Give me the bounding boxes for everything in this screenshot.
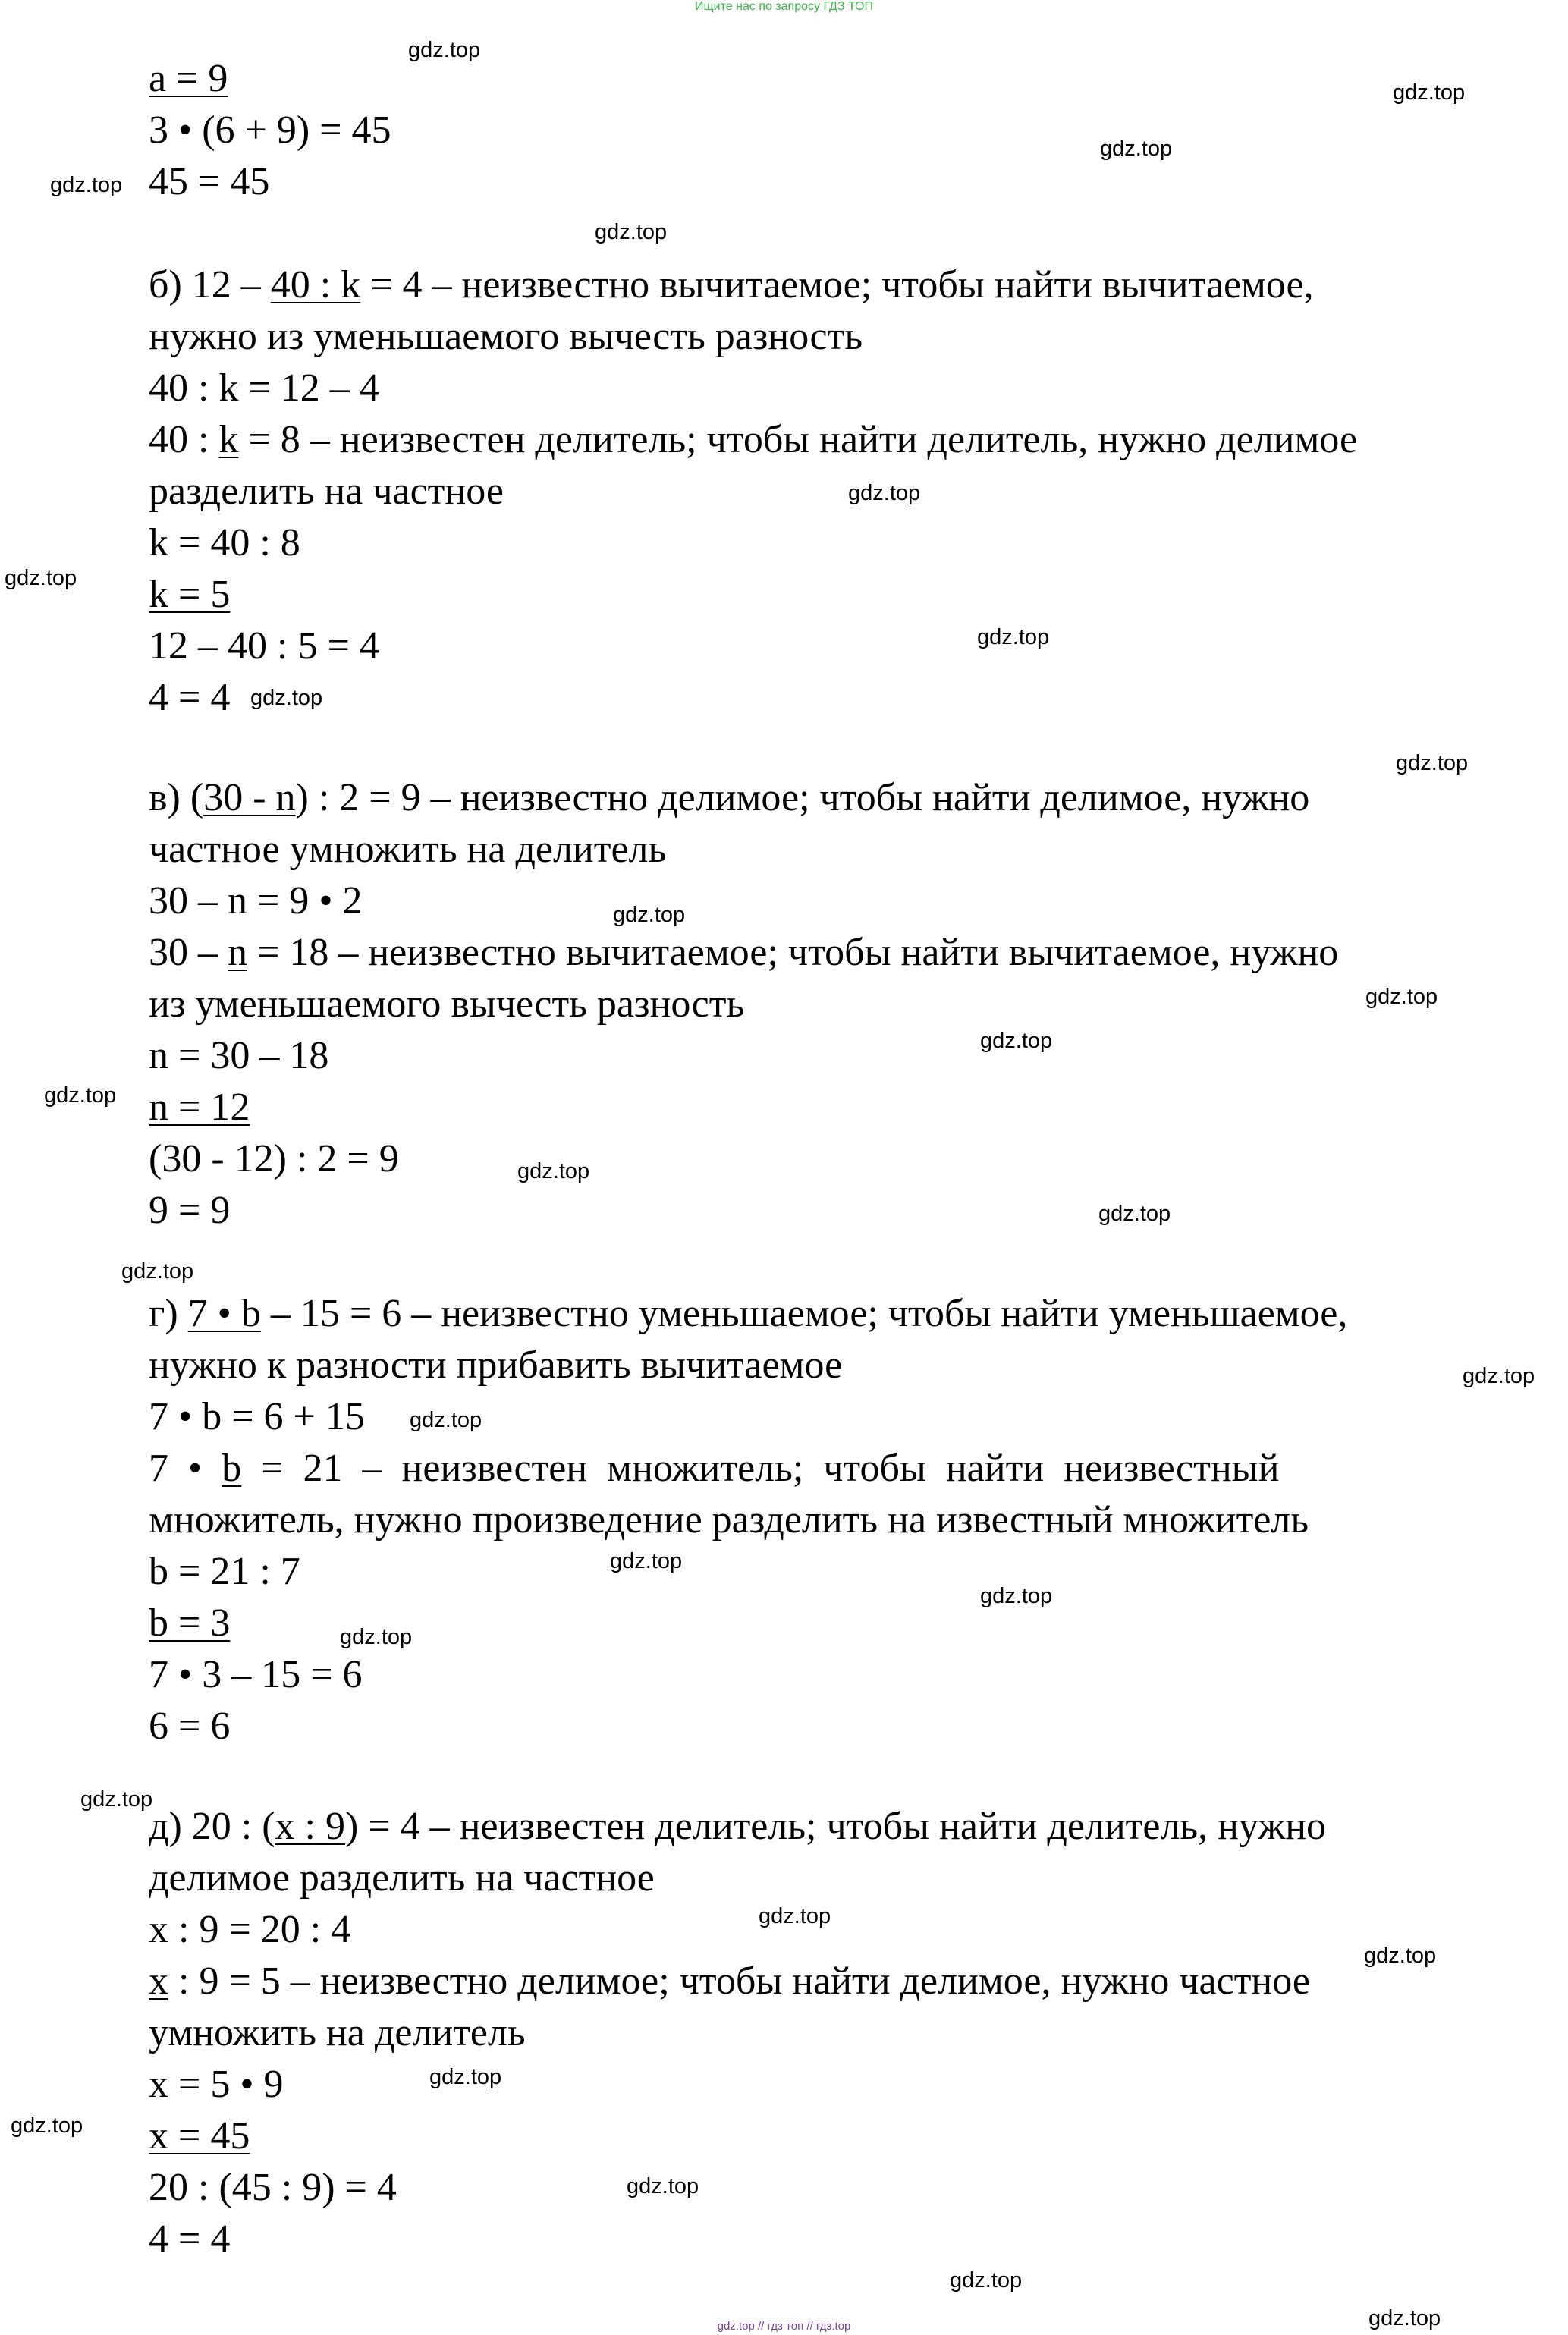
rule-v: ) : 2 = 9 – неизвестно делимое; чтобы найти делимое, нужно — [295, 776, 1310, 819]
step-g-2-rule: = 21 – неизвестен множитель; чтобы найти неизвестный — [241, 1447, 1280, 1490]
watermark: gdz.top — [50, 173, 123, 197]
check-result-g: 6 = 6 — [149, 1705, 231, 1748]
step-g-2 — [149, 1446, 1279, 1491]
step-d-2 — [149, 1959, 1310, 2004]
step-g-2-unknown: b — [222, 1447, 242, 1490]
unknown-v: 30 - n — [203, 776, 296, 819]
equation-g — [149, 1291, 1347, 1337]
answer-d: x = 45 — [149, 2114, 250, 2157]
check-b: 12 – 40 : 5 = 4 — [149, 624, 379, 668]
rule-d-cont: делимое разделить на частное — [149, 1856, 655, 1900]
step-v-2-rule: = 18 – неизвестно вычитаемое; чтобы найти вычитаемое, нужно — [247, 931, 1339, 974]
watermark: gdz.top — [1396, 751, 1469, 775]
watermark: gdz.top — [848, 481, 921, 505]
check-result-d: 4 = 4 — [149, 2217, 231, 2261]
answer-b: k = 5 — [149, 573, 231, 616]
step-b-2-left: 40 : — [149, 418, 219, 461]
rule-b: = 4 – неизвестно вычитаемое; чтобы найти вычитаемое, — [360, 263, 1314, 306]
watermark: gdz.top — [80, 1787, 153, 1812]
check-result-a: 45 = 45 — [149, 160, 270, 203]
step-g-3: b = 21 : 7 — [149, 1550, 300, 1593]
watermark: gdz.top — [121, 1259, 194, 1284]
watermark: gdz.top — [977, 625, 1050, 649]
rule-g-cont: нужно к разности прибавить вычитаемое — [149, 1343, 843, 1387]
equation-v — [149, 775, 1309, 821]
watermark: gdz.top — [950, 2268, 1023, 2293]
watermark: gdz.top — [408, 38, 481, 62]
label-b: б) 12 – — [149, 263, 271, 306]
answer-g: b = 3 — [149, 1601, 231, 1645]
step-v-2-unknown: n — [228, 931, 247, 974]
step-g-2-cont: множитель, нужно произведение разделить на известный множитель — [149, 1498, 1309, 1541]
watermark: gdz.top — [11, 2113, 83, 2138]
rule-b-cont: нужно из уменьшаемого вычесть разность — [149, 315, 863, 358]
step-v-2-cont: из уменьшаемого вычесть разность — [149, 982, 745, 1026]
unknown-d: x : 9 — [275, 1805, 345, 1848]
check-a: 3 • (6 + 9) = 45 — [149, 108, 391, 152]
answer-v: n = 12 — [149, 1086, 250, 1129]
watermark: gdz.top — [340, 1625, 413, 1649]
watermark: gdz.top — [429, 2065, 502, 2089]
watermark: gdz.top — [1365, 985, 1438, 1009]
watermark: gdz.top — [410, 1408, 482, 1432]
step-d-2-cont: умножить на делитель — [149, 2011, 526, 2054]
label-d: д) 20 : ( — [149, 1805, 275, 1848]
watermark: gdz.top — [1364, 1944, 1437, 1968]
step-g-1: 7 • b = 6 + 15 — [149, 1395, 365, 1438]
watermark: gdz.top — [980, 1584, 1053, 1608]
watermark: gdz.top — [595, 220, 668, 244]
step-v-2 — [149, 930, 1338, 976]
watermark: gdz.top — [250, 686, 323, 710]
unknown-g: 7 • b — [187, 1292, 261, 1335]
watermark: gdz.top — [980, 1029, 1053, 1053]
step-b-2-unknown: k — [218, 418, 239, 461]
answer-a: a = 9 — [149, 57, 228, 100]
watermark: gdz.top — [610, 1549, 683, 1573]
step-b-2-cont: разделить на частное — [149, 470, 504, 513]
header-note: Ищите нас по запросу ГДЗ ТОП — [695, 0, 873, 13]
step-d-2-unknown: x — [149, 1959, 168, 2003]
label-g: г) — [149, 1292, 188, 1335]
watermark: gdz.top — [759, 1904, 831, 1928]
step-v-3: n = 30 – 18 — [149, 1034, 329, 1077]
equation-d — [149, 1804, 1326, 1849]
step-d-3: x = 5 • 9 — [149, 2063, 284, 2106]
watermark: gdz.top — [1463, 1364, 1535, 1388]
watermark: gdz.top — [517, 1159, 590, 1183]
watermark: gdz.top — [1393, 80, 1466, 105]
rule-g: – 15 = 6 – неизвестно уменьшаемое; чтобы найти уменьшаемое, — [260, 1292, 1348, 1335]
equation-b — [149, 262, 1314, 308]
check-g: 7 • 3 – 15 = 6 — [149, 1653, 363, 1696]
check-result-v: 9 = 9 — [149, 1189, 231, 1232]
unknown-b: 40 : k — [270, 263, 361, 306]
watermark: gdz.top — [44, 1083, 117, 1108]
step-b-1: 40 : k = 12 – 4 — [149, 366, 379, 410]
watermark: gdz.top — [1100, 137, 1173, 161]
watermark: gdz.top — [1368, 2306, 1441, 2330]
step-v-1: 30 – n = 9 • 2 — [149, 879, 363, 922]
watermark: gdz.top — [1098, 1202, 1171, 1226]
footer-note: gdz.top // гдз топ // гдз.top — [717, 2320, 851, 2333]
watermark: gdz.top — [5, 566, 77, 590]
check-v: (30 - 12) : 2 = 9 — [149, 1137, 399, 1180]
rule-d: ) = 4 – неизвестен делитель; чтобы найти делитель, нужно — [345, 1805, 1327, 1848]
step-d-1: x : 9 = 20 : 4 — [149, 1908, 351, 1951]
step-b-3: k = 40 : 8 — [149, 521, 300, 564]
step-b-2 — [149, 417, 1357, 463]
step-g-2-left: 7 • — [149, 1447, 222, 1490]
check-result-b: 4 = 4 — [149, 676, 231, 719]
check-d: 20 : (45 : 9) = 4 — [149, 2166, 397, 2209]
step-d-2-rule: : 9 = 5 – неизвестно делимое; чтобы найти делимое, нужно частное — [168, 1959, 1310, 2003]
step-b-2-rule: = 8 – неизвестен делитель; чтобы найти делитель, нужно делимое — [238, 418, 1358, 461]
step-v-2-left: 30 – — [149, 931, 228, 974]
label-v: в) ( — [149, 776, 204, 819]
watermark: gdz.top — [613, 903, 686, 927]
watermark: gdz.top — [627, 2174, 699, 2198]
rule-v-cont: частное умножить на делитель — [149, 828, 667, 871]
